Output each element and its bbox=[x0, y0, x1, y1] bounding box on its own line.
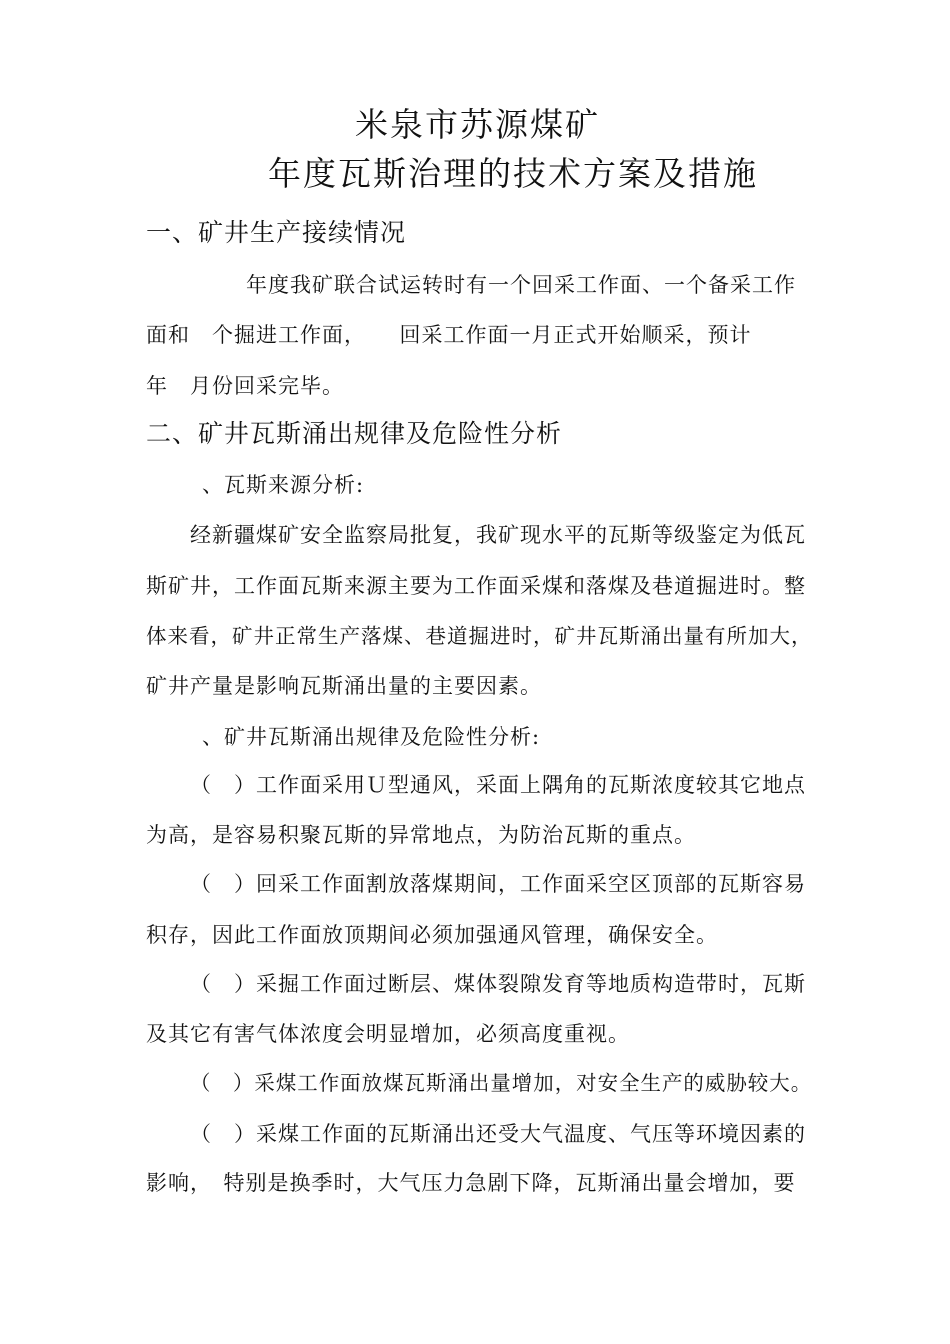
section1-heading: 一、矿井生产接续情况 bbox=[146, 218, 407, 247]
section2-heading: 二、矿井瓦斯涌出规律及危险性分析 bbox=[146, 419, 563, 448]
section1-paragraph-line: 年 月份回采完毕。 bbox=[146, 374, 344, 398]
risk-item-line: 影响， 特别是换季时，大气压力急剧下降，瓦斯涌出量会增加，要 bbox=[146, 1171, 796, 1195]
risk-item-line: （ ）工作面采用Ｕ型通风，采面上隅角的瓦斯浓度较其它地点 bbox=[190, 773, 806, 797]
section1-paragraph-line: 面和 个掘进工作面， 回采工作面一月正式开始顺采，预计 bbox=[146, 323, 752, 347]
risk-item-line: 及其它有害气体浓度会明显增加，必须高度重视。 bbox=[146, 1022, 630, 1046]
section1-paragraph-line: 年度我矿联合试运转时有一个回采工作面、一个备采工作 bbox=[246, 273, 796, 297]
subsection1-paragraph-line: 斯矿井，工作面瓦斯来源主要为工作面采煤和落煤及巷道掘进时。整 bbox=[146, 574, 806, 598]
document-title-line2: 年度瓦斯治理的技术方案及措施 bbox=[268, 154, 758, 193]
subsection2-heading: 、矿井瓦斯涌出规律及危险性分析: bbox=[202, 725, 541, 749]
risk-item-line: （ ）采掘工作面过断层、煤体裂隙发育等地质构造带时，瓦斯 bbox=[190, 972, 806, 996]
risk-item-line: （ ）采煤工作面的瓦斯涌出还受大气温度、气压等环境因素的 bbox=[190, 1122, 806, 1146]
subsection1-paragraph-line: 矿井产量是影响瓦斯涌出量的主要因素。 bbox=[146, 674, 542, 698]
subsection1-paragraph-line: 体来看，矿井正常生产落煤、巷道掘进时，矿井瓦斯涌出量有所加大， bbox=[146, 624, 813, 648]
subsection1-paragraph-line: 经新疆煤矿安全监察局批复，我矿现水平的瓦斯等级鉴定为低瓦 bbox=[190, 523, 806, 547]
document-title-line1: 米泉市苏源煤矿 bbox=[355, 105, 600, 144]
risk-item-line: 为高，是容易积聚瓦斯的异常地点，为防治瓦斯的重点。 bbox=[146, 823, 696, 847]
risk-item-line: 积存，因此工作面放顶期间必须加强通风管理，确保安全。 bbox=[146, 923, 718, 947]
subsection1-heading: 、瓦斯来源分析: bbox=[202, 473, 365, 497]
risk-item-line: （ ）采煤工作面放煤瓦斯涌出量增加，对安全生产的威胁较大。 bbox=[190, 1071, 813, 1095]
risk-item-line: （ ）回采工作面割放落煤期间，工作面采空区顶部的瓦斯容易 bbox=[190, 872, 806, 896]
